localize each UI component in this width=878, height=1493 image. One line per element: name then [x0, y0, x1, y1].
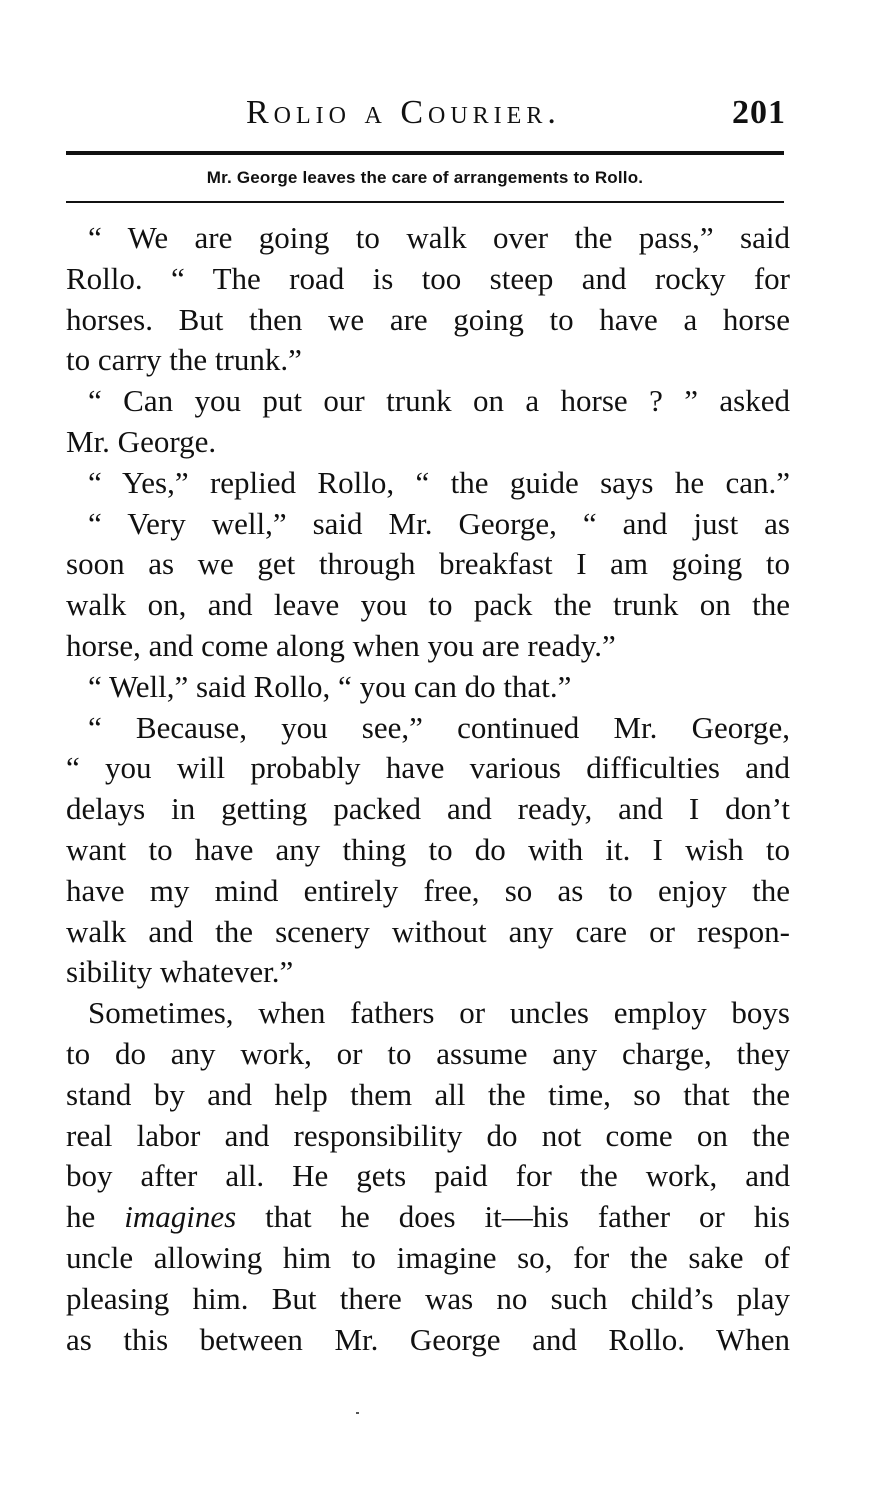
text-line: he imagines that he does it—his father or his — [66, 1199, 790, 1235]
text-line: as this between Mr. George and Rollo. When — [66, 1321, 790, 1357]
text-line: “ you will probably have various difficulties and — [66, 750, 790, 786]
text-line: delays in getting packed and ready, and I don’t — [66, 791, 790, 827]
text-line: “ Because, you see,” continued Mr. George, — [88, 709, 790, 745]
running-title: Rolio a Courier. — [246, 94, 561, 131]
text-line: horse, and come along when you are ready.” — [66, 627, 616, 663]
text-line: real labor and responsibility do not come on the — [66, 1117, 790, 1153]
text-line: Rollo. “ The road is too steep and rocky for — [66, 260, 790, 296]
page-number: 201 — [732, 94, 786, 131]
text-line: uncle allowing him to imagine so, for the sake of — [66, 1239, 790, 1275]
text-line: have my mind entirely free, so as to enjoy the — [66, 872, 790, 908]
chapter-subheading: Mr. George leaves the care of arrangements to Rollo. — [206, 168, 644, 187]
header-rule-bottom — [66, 201, 784, 203]
text-line: “ Well,” said Rollo, “ you can do that.” — [88, 668, 572, 704]
text-line: stand by and help them all the time, so that the — [66, 1076, 790, 1112]
text-line: Sometimes, when fathers or uncles employ boys — [88, 995, 790, 1031]
text-line: horses. But then we are going to have a horse — [66, 301, 790, 337]
emphasized-word: imagines — [124, 1199, 237, 1235]
header-rule-top — [66, 151, 784, 155]
body-text — [66, 218, 790, 1360]
text-line: walk on, and leave you to pack the trunk on the — [66, 587, 790, 623]
text-line: “ Very well,” said Mr. George, “ and just as — [88, 505, 790, 541]
text-line: pleasing him. But there was no such child’s play — [66, 1280, 790, 1316]
text-line: Mr. George. — [66, 423, 217, 459]
text-line: boy after all. He gets paid for the work, and — [66, 1158, 790, 1194]
text-line: to do any work, or to assume any charge, they — [66, 1035, 790, 1071]
text-line: walk and the scenery without any care or respon- — [66, 913, 790, 949]
text-line: to carry the trunk.” — [66, 342, 302, 378]
text-line: “ We are going to walk over the pass,” said — [88, 220, 790, 255]
page-speck — [356, 1412, 359, 1414]
text-line: sibility whatever.” — [66, 954, 294, 990]
text-line: want to have any thing to do with it. I wish to — [66, 831, 790, 867]
text-line: “ Yes,” replied Rollo, “ the guide says he can.” — [88, 464, 790, 500]
text-line: soon as we get through breakfast I am going to — [66, 546, 790, 582]
running-head — [66, 94, 790, 142]
text-line: “ Can you put our trunk on a horse ? ” asked — [88, 383, 790, 419]
